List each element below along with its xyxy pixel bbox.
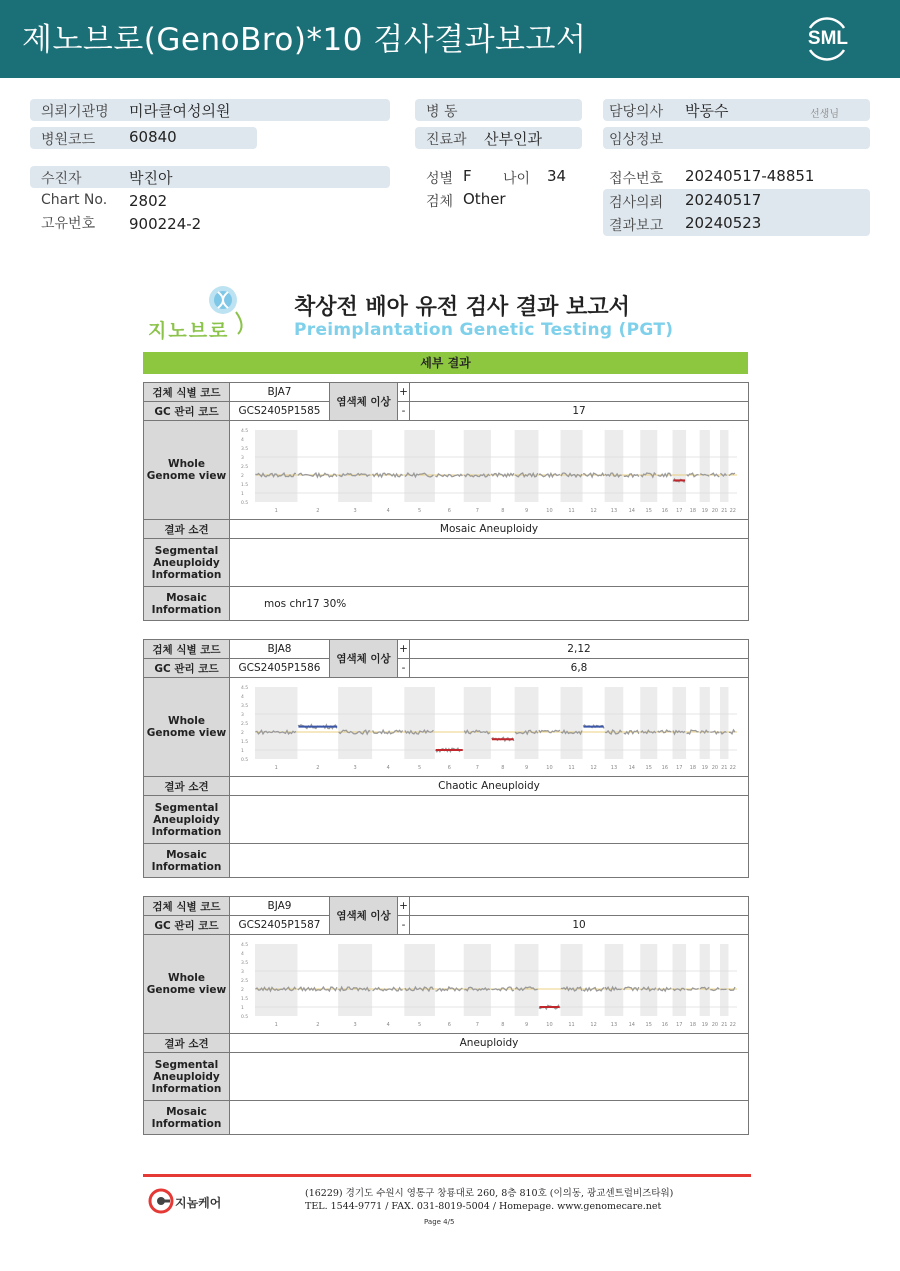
chromosome-tick-label: 3 (353, 765, 357, 771)
chromosome-band (560, 944, 582, 1016)
y-tick-label: 4 (240, 952, 244, 957)
sample-code-label: 검체 식별 코드 (143, 382, 230, 402)
chromosome-tick-label: 22 (729, 765, 736, 771)
gain-sign: + (397, 896, 410, 916)
y-tick-label: 4.5 (240, 686, 248, 691)
y-tick-label: 3 (240, 970, 244, 975)
chromosome-tick-label: 4 (386, 508, 390, 514)
chromosome-band (640, 430, 657, 502)
sample-code-value: BJA7 (229, 382, 330, 402)
institution-label: 의뢰기관명 (41, 104, 109, 120)
chromosome-band (604, 430, 623, 502)
y-tick-label: 2.5 (240, 979, 248, 984)
chromosome-tick-label: 14 (628, 1022, 635, 1028)
gc-code-value: GCS2405P1585 (229, 401, 330, 421)
mosaic-value (229, 843, 749, 878)
loss-chromosomes: 10 (409, 915, 749, 935)
segmental-value (229, 1052, 749, 1101)
id-value: 900224-2 (129, 215, 202, 233)
report-value: 20240523 (685, 214, 762, 232)
chromosome-tick-label: 12 (589, 1022, 597, 1028)
chromosome-band (560, 430, 582, 502)
section-title: 세부 결과 (143, 352, 748, 374)
chromosome-tick-label: 5 (417, 765, 421, 771)
chromosome-tick-label: 14 (628, 508, 635, 514)
chromosome-band (640, 687, 657, 759)
chromosome-tick-label: 17 (675, 1022, 682, 1028)
chromosome-tick-label: 7 (475, 1022, 479, 1028)
segmental-value (229, 795, 749, 844)
chart-label: Chart No. (41, 192, 108, 208)
chromosome-band (699, 687, 709, 759)
y-tick-label: 0.5 (240, 758, 248, 763)
result-label: 결과 소견 (143, 776, 230, 796)
department-value: 산부인과 (484, 130, 542, 148)
chromosome-tick-label: 17 (675, 765, 682, 771)
gc-code-label: GC 관리 코드 (143, 915, 230, 935)
chromosome-tick-label: 16 (661, 765, 668, 771)
chromosome-tick-label: 20 (711, 765, 718, 771)
page-title: 제노브로(GenoBro)*10 검사결과보고서 (22, 22, 587, 58)
chromosome-abnormality-label: 염색체 이상 (329, 896, 398, 935)
chromosome-tick-label: 5 (417, 1022, 421, 1028)
chromosome-tick-label: 11 (567, 508, 575, 514)
chromosome-tick-label: 10 (545, 1022, 553, 1028)
chromosome-band (699, 430, 709, 502)
chromosome-tick-label: 15 (645, 508, 652, 514)
chromosome-band (404, 687, 435, 759)
footer-address: (16229) 경기도 수원시 영통구 창룡대로 260, 8층 810호 (이의동, 광교센트럴비즈타워) (305, 1188, 674, 1199)
title-bar (0, 0, 900, 78)
page-number: Page 4/5 (424, 1218, 455, 1226)
gc-code-value: GCS2405P1587 (229, 915, 330, 935)
chromosome-tick-label: 13 (610, 1022, 617, 1028)
gc-code-label: GC 관리 코드 (143, 658, 230, 678)
y-tick-label: 3 (240, 713, 244, 718)
chromosome-band (338, 430, 372, 502)
chromosome-band (463, 430, 490, 502)
chromosome-tick-label: 12 (589, 508, 597, 514)
chromosome-tick-label: 10 (545, 508, 553, 514)
chromosome-tick-label: 21 (720, 765, 727, 771)
chromosome-band (672, 687, 686, 759)
chromosome-tick-label: 14 (628, 765, 635, 771)
mosaic-value: mos chr17 30% (229, 586, 749, 621)
loss-chromosomes: 6,8 (409, 658, 749, 678)
chromosome-band (604, 944, 623, 1016)
result-value: Mosaic Aneuploidy (229, 519, 749, 539)
y-tick-label: 2.5 (240, 722, 248, 727)
chromosome-band (338, 687, 372, 759)
chromosome-tick-label: 17 (675, 508, 682, 514)
chromosome-tick-label: 9 (524, 765, 528, 771)
footer-divider (143, 1174, 751, 1177)
report-label: 결과보고 (609, 218, 664, 234)
sample-code-label: 검체 식별 코드 (143, 639, 230, 659)
chromosome-tick-label: 11 (567, 765, 575, 771)
y-tick-label: 3 (240, 456, 244, 461)
whole-genome-chart-cell (229, 420, 749, 520)
chromosome-band (255, 687, 297, 759)
chromosome-band (338, 944, 372, 1016)
chromosome-tick-label: 4 (386, 765, 390, 771)
gain-chromosomes (409, 382, 749, 402)
chromosome-tick-label: 12 (589, 765, 597, 771)
y-tick-label: 2.5 (240, 465, 248, 470)
chromosome-tick-label: 8 (500, 1022, 504, 1028)
gain-sign: + (397, 382, 410, 402)
y-tick-label: 1 (240, 749, 244, 754)
chromosome-band (560, 687, 582, 759)
y-tick-label: 3.5 (240, 447, 248, 452)
chromosome-band (404, 430, 435, 502)
whole-genome-chart-cell (229, 677, 749, 777)
chromosome-tick-label: 7 (475, 765, 479, 771)
sample-code-value: BJA8 (229, 639, 330, 659)
chromosome-tick-label: 13 (610, 765, 617, 771)
genobro-logo-text: 지노브로 (148, 320, 230, 342)
chromosome-tick-label: 22 (729, 508, 736, 514)
chromosome-band (720, 430, 728, 502)
chromosome-tick-label: 5 (417, 508, 421, 514)
y-tick-label: 4.5 (240, 429, 248, 434)
chromosome-tick-label: 15 (645, 1022, 652, 1028)
y-tick-label: 1.5 (240, 740, 248, 745)
chromosome-band (404, 944, 435, 1016)
chromosome-tick-label: 6 (447, 508, 451, 514)
loss-sign: - (397, 658, 410, 678)
ward-label: 병 동 (426, 104, 458, 120)
y-tick-label: 1 (240, 492, 244, 497)
chromosome-tick-label: 1 (274, 1022, 278, 1028)
result-label: 결과 소견 (143, 1033, 230, 1053)
mosaic-label: Mosaic Information (143, 1100, 230, 1135)
request-label: 검사의뢰 (609, 195, 664, 211)
loss-sign: - (397, 401, 410, 421)
chromosome-tick-label: 20 (711, 1022, 718, 1028)
y-tick-label: 4.5 (240, 943, 248, 948)
chromosome-tick-label: 21 (720, 508, 727, 514)
gc-code-value: GCS2405P1586 (229, 658, 330, 678)
chromosome-tick-label: 6 (447, 765, 451, 771)
chromosome-tick-label: 18 (689, 508, 696, 514)
hospital-code-label: 병원코드 (41, 132, 96, 148)
request-value: 20240517 (685, 191, 762, 209)
patient-name: 박진아 (129, 169, 173, 187)
department-label: 진료과 (426, 132, 467, 148)
sml-logo-text: SML (807, 28, 848, 49)
chromosome-abnormality-label: 염색체 이상 (329, 382, 398, 421)
y-tick-label: 1.5 (240, 483, 248, 488)
sex-value: F (463, 167, 472, 185)
mosaic-label: Mosaic Information (143, 843, 230, 878)
chromosome-band (720, 687, 728, 759)
chromosome-band (514, 687, 538, 759)
chromosome-tick-label: 9 (524, 1022, 528, 1028)
gain-chromosomes (409, 896, 749, 916)
chromosome-band (463, 687, 490, 759)
chromosome-band (672, 944, 686, 1016)
chromosome-band (672, 430, 686, 502)
result-label: 결과 소견 (143, 519, 230, 539)
chromosome-tick-label: 1 (274, 508, 278, 514)
chromosome-abnormality-label: 염색체 이상 (329, 639, 398, 678)
chromosome-band (255, 944, 297, 1016)
y-tick-label: 1 (240, 1006, 244, 1011)
y-tick-label: 3.5 (240, 704, 248, 709)
chromosome-tick-label: 2 (315, 765, 319, 771)
gc-code-label: GC 관리 코드 (143, 401, 230, 421)
sample-code-value: BJA9 (229, 896, 330, 916)
receipt-label: 접수번호 (609, 171, 664, 187)
segmental-label: Segmental Aneuploidy Information (143, 795, 230, 844)
chromosome-tick-label: 10 (545, 765, 553, 771)
y-tick-label: 0.5 (240, 501, 248, 506)
genomecare-logo-text: 지놈케어 (175, 1196, 222, 1210)
y-tick-label: 3.5 (240, 961, 248, 966)
chromosome-tick-label: 15 (645, 765, 652, 771)
whole-genome-label: Whole Genome view (143, 420, 230, 520)
receipt-value: 20240517-48851 (685, 167, 815, 185)
segmental-value (229, 538, 749, 587)
chromosome-tick-label: 3 (353, 508, 357, 514)
clinical-info-label: 임상정보 (609, 132, 664, 148)
whole-genome-chart (237, 424, 742, 516)
y-tick-label: 2 (240, 731, 244, 736)
chromosome-tick-label: 2 (315, 1022, 319, 1028)
whole-genome-label: Whole Genome view (143, 934, 230, 1034)
chromosome-tick-label: 20 (711, 508, 718, 514)
report-title-ko: 착상전 배아 유전 검사 결과 보고서 (294, 295, 630, 320)
mosaic-value (229, 1100, 749, 1135)
chromosome-tick-label: 19 (701, 1022, 708, 1028)
doctor-suffix: 선생님 (810, 109, 839, 120)
chromosome-tick-label: 21 (720, 1022, 727, 1028)
patient-label: 수진자 (41, 171, 82, 187)
chromosome-band (463, 944, 490, 1016)
whole-genome-chart (237, 681, 742, 773)
chromosome-tick-label: 18 (689, 1022, 696, 1028)
copy-number-trace (255, 987, 735, 1009)
chromosome-tick-label: 19 (701, 765, 708, 771)
chromosome-tick-label: 4 (386, 1022, 390, 1028)
result-value: Chaotic Aneuploidy (229, 776, 749, 796)
y-tick-label: 0.5 (240, 1015, 248, 1020)
footer-address-block (305, 1187, 673, 1213)
whole-genome-chart (237, 938, 742, 1030)
doctor-label: 담당의사 (609, 104, 664, 120)
copy-number-trace (255, 473, 735, 482)
genomecare-logo-icon (148, 1188, 174, 1214)
chromosome-band (699, 944, 709, 1016)
chromosome-band (640, 944, 657, 1016)
segmental-label: Segmental Aneuploidy Information (143, 1052, 230, 1101)
chromosome-tick-label: 18 (689, 765, 696, 771)
chromosome-tick-label: 9 (524, 508, 528, 514)
chromosome-band (514, 944, 538, 1016)
chromosome-tick-label: 16 (661, 1022, 668, 1028)
specimen-value: Other (463, 190, 506, 208)
age-label: 나이 (503, 171, 531, 187)
mosaic-label: Mosaic Information (143, 586, 230, 621)
gain-chromosomes: 2,12 (409, 639, 749, 659)
loss-chromosomes: 17 (409, 401, 749, 421)
id-label: 고유번호 (41, 216, 96, 232)
chart-value: 2802 (129, 192, 168, 210)
report-title-en: Preimplantation Genetic Testing (PGT) (294, 320, 674, 340)
institution-value: 미라클여성의원 (129, 102, 231, 120)
chromosome-tick-label: 8 (500, 765, 504, 771)
chromosome-tick-label: 13 (610, 508, 617, 514)
footer-contact: TEL. 1544-9771 / FAX. 031-8019-5004 / Homepage. www.genomecare.net (305, 1201, 662, 1212)
whole-genome-chart-cell (229, 934, 749, 1034)
loss-sign: - (397, 915, 410, 935)
y-tick-label: 1.5 (240, 997, 248, 1002)
gain-sign: + (397, 639, 410, 659)
y-tick-label: 4 (240, 695, 244, 700)
y-tick-label: 4 (240, 438, 244, 443)
doctor-value: 박동수 (685, 102, 729, 120)
y-tick-label: 2 (240, 988, 244, 993)
chromosome-tick-label: 8 (500, 508, 504, 514)
age-value: 34 (547, 167, 567, 185)
y-tick-label: 2 (240, 474, 244, 479)
sex-label: 성별 (426, 171, 454, 187)
chromosome-tick-label: 2 (315, 508, 319, 514)
chromosome-tick-label: 16 (661, 508, 668, 514)
chromosome-tick-label: 7 (475, 508, 479, 514)
whole-genome-label: Whole Genome view (143, 677, 230, 777)
chromosome-tick-label: 3 (353, 1022, 357, 1028)
chromosome-band (604, 687, 623, 759)
sample-code-label: 검체 식별 코드 (143, 896, 230, 916)
chromosome-tick-label: 22 (729, 1022, 736, 1028)
chromosome-tick-label: 19 (701, 508, 708, 514)
chromosome-tick-label: 1 (274, 765, 278, 771)
segmental-label: Segmental Aneuploidy Information (143, 538, 230, 587)
patient-row (30, 166, 390, 188)
specimen-label: 검체 (426, 194, 454, 210)
chromosome-band (720, 944, 728, 1016)
chromosome-tick-label: 11 (567, 1022, 575, 1028)
chromosome-band (514, 430, 538, 502)
chromosome-tick-label: 6 (447, 1022, 451, 1028)
chromosome-band (255, 430, 297, 502)
result-value: Aneuploidy (229, 1033, 749, 1053)
hospital-code-value: 60840 (129, 128, 177, 146)
